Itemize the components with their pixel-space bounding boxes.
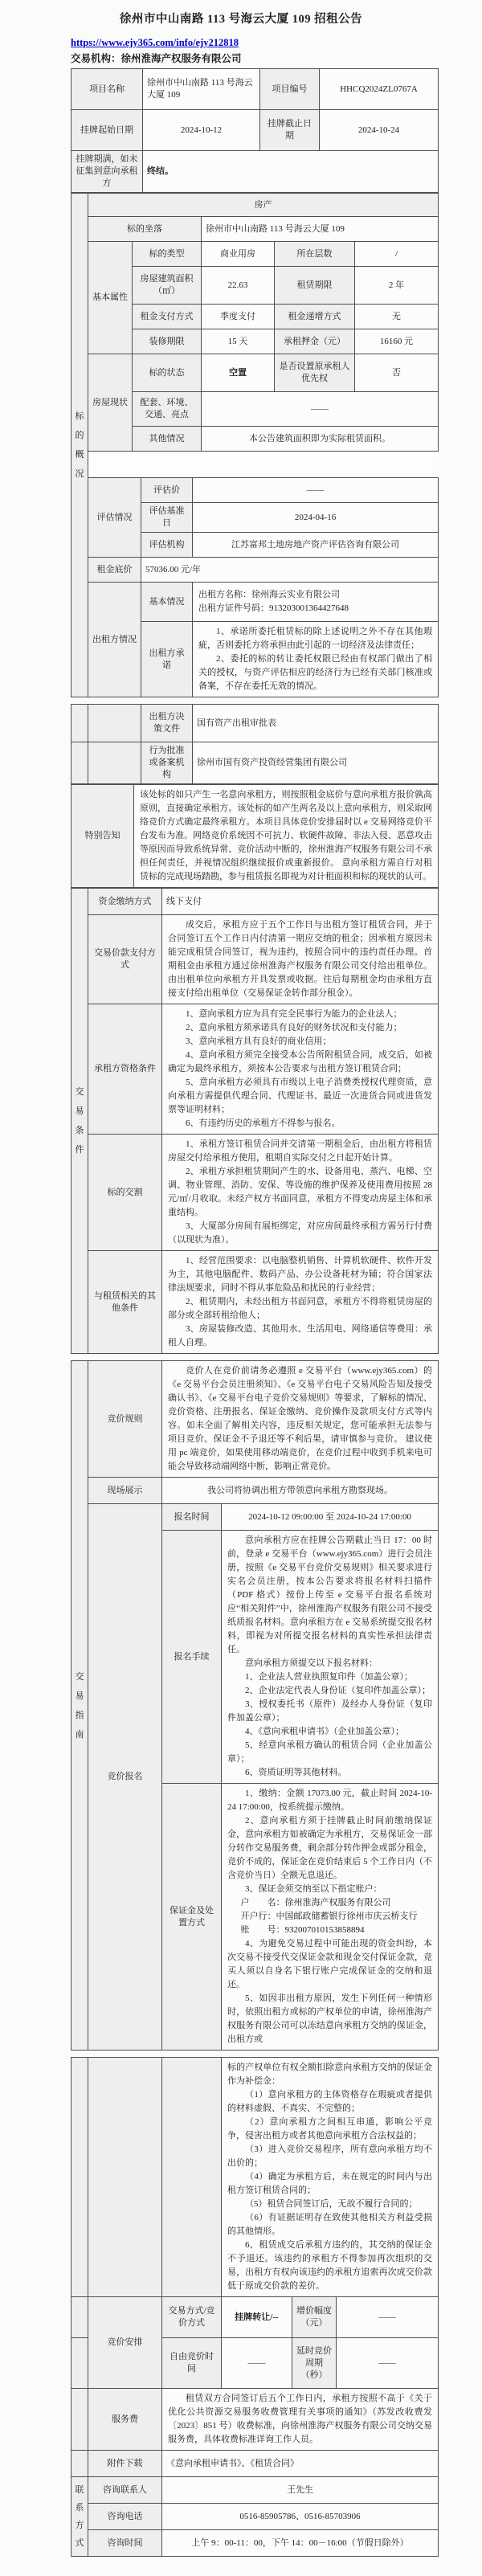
- table-row: [71, 69, 439, 110]
- project-name-label: 项目名称: [71, 69, 143, 110]
- deposit-continued-text: 标的产权单位有权全额扣除意向承租方交纳的保证金作为补偿金： （1）意向承租方的主体资格存在瑕疵或者提供的材料虚假、不真实、不完整的； （2）意向承租方之间相互串通，影响公平竞争，侵害出租方或者其他意向承租方合法权益的； （3）进入竞价交易程序，所有意向承租方均不出价的； （4）确定为承租方后，未在规定的时间内与出租方签订租赁合同的； （5）租赁合同签订后，无故不履行合同的； （6）有证据证明存在致使其他相关方利益受损的其他情形。 6、租赁成交后承租方违约的，其交纳的保证金不予退还。该违约的承租方不得参加再次组织的交易，出租方有权向该违约的承租方追索再次成交价款低于原成交价款的差价。: [222, 2058, 439, 2297]
- location-value: 徐州市中山南路 113 号海云大厦 109: [202, 217, 439, 242]
- agency-line: 交易机构：徐州淮海产权服务有限公司: [71, 53, 242, 64]
- lessor-promise-value: [193, 622, 439, 697]
- trade-guide-continued-table: [71, 2057, 439, 2557]
- delivery-text: [162, 1135, 439, 1251]
- lessor-name: 出租方名称：徐州海云实业有限公司: [198, 590, 340, 599]
- qualification-item: 4、意向承租方须完全接受本公告所附租赁合同，成交后，如被确定为最终承租方，须按本公告要求与出租方签订租赁合同；: [168, 1050, 432, 1073]
- price-pay-text: 成交后，承租方应于五个工作日与出租方签订租赁合同，并于合同签订五个工作日内付清第一期应交纳的租金；因承租方原因未能完成租赁合同签订，视为违约，按照合同中的违约责任办理。首期租金由承租方通过徐州淮海产权服务有限公司交付给出租单位。由出租单位向承租方开具发票或收据。往后每期租金均由承租方直接支付给出租单位（交易保证金转作部分租金）。: [162, 915, 439, 1004]
- other-conditions-label: 与租赁相关的其他条件: [88, 1251, 162, 1354]
- table-row: [71, 2297, 439, 2338]
- promise-item: 1、承诺所委托租赁标的除上述说明之外不存在其他瑕疵，否则委托方将承担由此引起的一切经济及法律责任；: [198, 627, 433, 650]
- procedure-item: 5、经意向承租方确认的租赁合同（企业加盖公章）；: [227, 1740, 433, 1764]
- other-condition-item: 2、租赁期内，未经出租方书面同意，承租方不得将租赁房屋的部分或全部转租给他人；: [168, 1297, 432, 1320]
- procedure-item: 4、《意向承租申请书》（企业加盖公章）；: [245, 1727, 404, 1736]
- decorate-value: 15 天: [202, 329, 275, 354]
- table-row: [71, 742, 439, 784]
- rent-pay-label: 租金支付方式: [133, 305, 202, 329]
- empty-cell: [71, 2297, 88, 2338]
- table-row: [71, 217, 439, 242]
- listing-start-label: 挂牌起始日期: [71, 110, 143, 151]
- table-row: [71, 1478, 439, 1504]
- asset-type-value: 商业用房: [202, 242, 275, 267]
- increment-label: 增价幅度（元）: [292, 2297, 337, 2338]
- eval-price-label: 评估价: [141, 478, 193, 503]
- subject-overview-table: [71, 193, 439, 697]
- empty-cell: [88, 742, 141, 784]
- location-label: 标的坐落: [88, 217, 202, 242]
- site-show-label: 现场展示: [88, 1478, 162, 1504]
- rent-increase-value: 无: [355, 305, 439, 329]
- other-info-label: 其他情况: [133, 427, 202, 452]
- table-row: [71, 2058, 439, 2297]
- other-conditions-text: [162, 1251, 439, 1354]
- table-row: [71, 1361, 439, 1478]
- other-info-value: 本公告建筑面积即为实际租赁面积。: [202, 427, 439, 452]
- deposit-account-name: 户 名：徐州淮海产权服务有限公司: [240, 1898, 391, 1907]
- delivery-item: 1、承租方签订租赁合同并交清第一期租金后，由出租方将租赁房屋交付给承租方使用，租期自实际交付之日起开始计算。: [168, 1139, 432, 1163]
- procedure-label: 报名手续: [162, 1531, 222, 1784]
- decision-doc-label: 出租方决策文件: [141, 705, 193, 742]
- fund-pay-value: 线下支付: [162, 889, 439, 915]
- procedure-item: 2、企业法定代表人身份证（复印件加盖公章）；: [245, 1686, 431, 1695]
- qualification-item: 2、意向承租方须承诺具有良好的财务状况和支付能力；: [186, 1023, 402, 1032]
- eval-date-value: 2024-04-16: [193, 503, 439, 533]
- eval-org-value: 江苏富邦土地房地产资产评估咨询有限公司: [193, 533, 439, 558]
- table-row: [71, 242, 439, 267]
- signup-label: 竞价报名: [88, 1504, 162, 2051]
- guide-side-label: 交易指南: [71, 1361, 88, 2051]
- source-link-line: [71, 37, 482, 49]
- deposit-account-number: 账 号：932007010153858894: [240, 1925, 365, 1935]
- lessor-basic-value: [193, 583, 439, 622]
- notice-url-link[interactable]: https://www.ejy365.com/info/ejy212818: [71, 37, 239, 48]
- deposit-method-text: [222, 1784, 439, 2051]
- environment-value: ——: [202, 392, 439, 427]
- priority-value: 否: [355, 354, 439, 392]
- delay-cycle-label: 延时竞价周期（秒）: [292, 2338, 337, 2389]
- delivery-item: 3、大厦部分房间有展柜绑定，对应房间最终承租方需另行付费（以现状为准）。: [168, 1221, 432, 1245]
- listing-end-value: 2024-10-24: [320, 110, 439, 151]
- lessor-label: 出租方情况: [88, 583, 141, 697]
- table-row: [71, 785, 439, 888]
- empty-cell: [71, 2451, 88, 2477]
- eval-label: 评估情况: [88, 478, 141, 558]
- free-bidding-label: 自由竞价时间: [162, 2338, 222, 2389]
- qualification-item: 3、意向承租方具有良好的商业信用；: [186, 1037, 332, 1046]
- project-code-value: HHCQ2024ZL0767A: [320, 69, 439, 110]
- delay-cycle-value: ——: [337, 2338, 439, 2389]
- empty-cell: [71, 2389, 88, 2451]
- service-fee-label: 服务费: [88, 2389, 162, 2451]
- deposit-forfeit-item: 6、租赁成交后承租方违约的，其交纳的保证金不予退还。该违约的承租方不得参加再次组织的交易，出租方有权向该违约的承租方追索再次成交价款低于原成交价款的差价。: [227, 2240, 433, 2291]
- empty-cell: [71, 2058, 88, 2297]
- procedure-item: 6、资质证明等其他材料。: [245, 1768, 347, 1777]
- deposit-amount-value: 16160 元: [355, 329, 439, 354]
- table-row: [71, 2530, 439, 2557]
- deposit-forfeit-item: （4）确定为承租方后，未在规定的时间内与出租方签订租赁合同的；: [227, 2172, 433, 2195]
- expire-label: 挂牌期满，如未征集到意向承租方: [71, 151, 143, 193]
- deposit-item: 3、保证金须交纳至以下指定账户：: [245, 1884, 382, 1894]
- floor-label: 所在层数: [275, 242, 355, 267]
- trade-mode-value: 挂牌转让/--: [222, 2297, 292, 2338]
- listing-end-label: 挂牌截止日期: [260, 110, 320, 151]
- trade-conditions-table: [71, 888, 439, 1354]
- table-row: [71, 1504, 439, 1531]
- area-value: 22.63: [202, 267, 275, 305]
- delivery-label: 标的交割: [88, 1135, 162, 1251]
- table-row: [71, 705, 439, 742]
- page-break-spacer: [88, 452, 439, 478]
- lessor-basic-label: 基本情况: [141, 583, 193, 622]
- priority-label: 是否设置原承租人优先权: [275, 354, 355, 392]
- expire-value: 终结。: [143, 151, 439, 193]
- service-fee-text: 租赁双方合同签订后五个工作日内，承租方按照不高于《关于优化公共资源交易服务收费管理有关事项的通知》（苏发改收费发〔2023〕851 号）收费标准，向徐州淮海产权服务有限公司交纳交易服务费，具体收费标准详询工作人员。: [162, 2389, 439, 2451]
- decorate-label: 装修期限: [133, 329, 202, 354]
- lease-term-value: 2 年: [355, 267, 439, 305]
- project-name-value: 徐州市中山南路 113 号海云大厦 109: [143, 69, 260, 110]
- rent-pay-value: 季度支付: [202, 305, 275, 329]
- contact-person-value: 王先生: [162, 2477, 439, 2504]
- eval-price-value: ——: [193, 478, 439, 503]
- deposit-item: 5、如因非出租方原因，发生下列任何一种情形时，依照出租方或标的产权单位的申请，徐州淮海产权服务有限公司可以冻结意向承租方交纳的保证金，出租方或: [227, 1993, 433, 2044]
- deposit-item: 1、缴纳：金额 17073.00 元，截止时间 2024-10-24 17:00:00，按系统提示缴纳。: [227, 1789, 433, 1812]
- fund-pay-label: 资金缴纳方式: [88, 889, 162, 915]
- asset-type-label: 标的类型: [133, 242, 202, 267]
- page-break-spacer-row: [71, 452, 439, 478]
- table-row: [71, 2451, 439, 2477]
- special-notice-text: 该处标的如只产生一名意向承租方，则按照租金底价与意向承租方报价孰高原则，直接确定承租方。该处标的如产生两名及以上意向承租方，则采取网络竞价方式确定最终承租方。本项目具体竞价安排届时以 e 交易网络竞价平台发布为准。网络竞价系统因不可抗力、软硬件故障、非法入侵、恶意攻击等原因而导致系统异常、竞价活动中断的，徐州淮海产权服务有限公司不承担任何责任，并视情况组织继续报价或重新报价。 意向承租方需自行对租赁标的完成现场踏勘，参与租赁报名即视为对计租面积和标的现状的认可。: [134, 785, 439, 888]
- promise-item: 2、委托的标的转让委托权限已经由有权部门做出了相关的授权，与资产评估相应的经济行为已经有关部门核准或备案，不存在委托无效的情况。: [198, 654, 433, 691]
- contact-side-label: 联系方式: [71, 2477, 88, 2557]
- deposit-forfeit-item: （1）意向承租方的主体资格存在瑕疵或者提供的材料虚假、不真实、不完整的；: [227, 2090, 433, 2113]
- special-notice-label: 特别告知: [71, 785, 134, 888]
- deposit-bank-name: 开户行：中国邮政储蓄银行徐州市庆云桥支行: [240, 1912, 418, 1921]
- page-gap: [0, 697, 482, 704]
- other-condition-item: 3、房屋装修改造、其他用水、生活用电、网络通信等费用：承租人自理。: [168, 1324, 432, 1347]
- auction-arrange-label: 竞价安排: [88, 2297, 162, 2389]
- asset-category-header: 房产: [88, 194, 439, 217]
- approval-table: [71, 704, 439, 784]
- rent-increase-label: 租金递增方式: [275, 305, 355, 329]
- decision-doc-value: 国有资产出租审批表: [193, 705, 439, 742]
- qualification-item: 5、意向承租方必须具有市级以上电子消费类授权代理资质，意向承租方需提供代理合同、代理证书、最近一次进货合同或进货发票等证明材料；: [168, 1077, 432, 1114]
- procedure-sub: 意向承租方须提交以下报名材料：: [245, 1658, 378, 1668]
- lease-term-label: 租赁期限: [275, 267, 355, 305]
- qualification-label: 承租方资格条件: [88, 1004, 162, 1135]
- deposit-item: 2、意向承租方须于挂牌截止时间前缴纳保证金，意向承租方如被确定为承租方，交易保证金一部分转作交易服务费，剩余部分转作押金或部分租金，竞价不成的，保证金在竞价结束后 5 个工作日内（不含竞价当日）全额无息退还。: [227, 1816, 433, 1880]
- free-bidding-value: ——: [222, 2338, 292, 2389]
- procedure-text: 意向承租方应在挂牌公告期截止当日 17：00 时前，登录 e 交易平台（www.ejy365.com）进行会员注册，按照《e 交易平台竞价交易规则》相关要求进行实名会员注册，按本公告要求将报名材料扫描件（PDF 格式）按份上传至 e 交易平台报名系统对应“相关附件”中，徐州淮海产权服务有限公司不接受纸质报名材料。意向承租方在 e 交易系统提交报名材料，即视为对所提交报名材料的真实性承担法律责任。 意向承租方须提交以下报名材料： 1、企业法人营业执照复印件（加盖公章）； 2、企业法定代表人身份证（复印件加盖公章）； 3、授权委托书（原件）及经办人身份证（复印件加盖公章）； 4、《意向承租申请书》（企业加盖公章）； 5、经意向承租方确认的租赁合同（企业加盖公章）； 6、资质证明等其他材料。: [222, 1531, 439, 1784]
- signup-time-value: 2024-10-12 09:00:00 至 2024-10-24 17:00:00: [222, 1504, 439, 1531]
- table-row: [71, 558, 439, 583]
- special-notice-table: [71, 784, 439, 888]
- table-row: [71, 889, 439, 915]
- deposit-forfeit-item: （2）意向承租方之间相互串通，影响公平竞争，侵害出租方或者其他意向承租方合法权益的；: [227, 2117, 433, 2141]
- listing-start-value: 2024-10-12: [143, 110, 260, 151]
- empty-cell: [88, 2058, 162, 2297]
- project-code-label: 项目编号: [260, 69, 320, 110]
- deposit-forfeit-item: （3）进入竞价交易程序，所有意向承租方均不出价的；: [227, 2145, 433, 2168]
- lessor-id: 出租方证件号码：913203001364427648: [198, 603, 349, 613]
- table-row: [71, 2504, 439, 2530]
- bidding-rules-label: 竞价规则: [88, 1361, 162, 1478]
- attachment-label: 附件下载: [88, 2451, 162, 2477]
- contact-person-label: 咨询联系人: [88, 2477, 162, 2504]
- attachment-value: 《意向承租申请书》、《租赁合同》: [162, 2451, 439, 2477]
- state-value: 空置: [202, 354, 275, 392]
- table-row: [71, 151, 439, 193]
- table-row: [71, 2477, 439, 2504]
- basic-attr-label: 基本属性: [88, 242, 133, 354]
- overview-side-label: 标的概况: [71, 194, 88, 697]
- conditions-side-label: 交易条件: [71, 889, 88, 1354]
- table-row: [71, 478, 439, 503]
- deposit-item: 4、为避免交易过程中可能出现的资金纠纷，本次交易不接受代交保证金款和现金交付保证金款，竞买人须以自身名下银行账户完成保证金的交纳和退还。: [227, 1939, 433, 1989]
- contact-time-label: 咨询时间: [88, 2530, 162, 2557]
- qualification-item: 1、意向承租方应为具有完全民事行为能力的企业法人；: [186, 1009, 402, 1019]
- procedure-item: 1、企业法人营业执照复印件（加盖公章）；: [245, 1672, 413, 1682]
- table-row: [71, 1135, 439, 1251]
- deposit-amount-label: 承租押金（元）: [275, 329, 355, 354]
- table-row: [71, 2389, 439, 2451]
- table-row: [71, 583, 439, 622]
- trade-mode-label: 交易方式/竞价方式: [162, 2297, 222, 2338]
- table-row: [71, 1004, 439, 1135]
- price-pay-label: 交易价款支付方式: [88, 915, 162, 1004]
- page-gap: [0, 2051, 482, 2057]
- delivery-item: 2、承租方承担租赁期间产生的水、设备用电、蒸汽、电梯、空调、物业管理、消防、安保、等设施的维护保养及使用费用按照 28 元/㎡/月收取。未经产权方书面同意，承租方不得变动房屋主体和承重结构。: [168, 1167, 432, 1217]
- empty-cell: [162, 2058, 222, 2297]
- lessor-promise-label: 出租方承诺: [141, 622, 193, 697]
- empty-cell: [71, 2338, 88, 2389]
- contact-phone-label: 咨询电话: [88, 2504, 162, 2530]
- floor-price-label: 租金底价: [88, 558, 141, 583]
- page-gap: [0, 1354, 482, 1360]
- eval-org-label: 评估机构: [141, 533, 193, 558]
- deposit-forfeit-item: （5）租赁合同签订后，无故不履行合同的；: [245, 2199, 418, 2209]
- table-row: [71, 110, 439, 151]
- table-row: [71, 915, 439, 1004]
- area-label: 房屋建筑面积（㎡）: [133, 267, 202, 305]
- approval-org-label: 行为批准或备案机构: [141, 742, 193, 784]
- house-status-label: 房屋现状: [88, 354, 133, 452]
- approval-org-value: 徐州市国有资产投资经营集团有限公司: [193, 742, 439, 784]
- state-label: 标的状态: [133, 354, 202, 392]
- trade-guide-table: [71, 1360, 439, 2051]
- site-show-value: 我公司将协调出租方带领意向承租方勘察现场。: [162, 1478, 439, 1504]
- empty-cell: [71, 705, 88, 742]
- signup-time-label: 报名时间: [162, 1504, 222, 1531]
- table-row: [71, 354, 439, 392]
- page-title: 徐州市中山南路 113 号海云大厦 109 招租公告: [119, 13, 363, 26]
- project-info-table: [71, 68, 439, 193]
- table-row: [71, 194, 439, 217]
- qualification-text: [162, 1004, 439, 1135]
- table-row: [71, 1251, 439, 1354]
- eval-date-label: 评估基准日: [141, 503, 193, 533]
- deposit-method-label: 保证金及处置方式: [162, 1784, 222, 2051]
- contact-phone-value: 0516-85905786、0516-85703906: [162, 2504, 439, 2530]
- environment-label: 配套、环境、交通、亮点: [133, 392, 202, 427]
- contact-time-value: 上午 9：00-11：00，下午 14：00－16:00（节假日除外）: [162, 2530, 439, 2557]
- floor-price-value: 57036.00 元/年: [141, 558, 439, 583]
- increment-value: ——: [337, 2297, 439, 2338]
- floor-value: /: [355, 242, 439, 267]
- empty-cell: [88, 705, 141, 742]
- bidding-rules-text: 竞价人在竞价前请务必遵照 e 交易平台（www.ejy365.com）的《e 交易平台会员注册须知》、《e 交易平台电子交易风险告知及接受确认书》、《e 交易平台电子竞价交易规则》等要求，了解标的情况、竞价资格、注册报名、保证金缴纳、竞价操作及款项支付方式等内容。如未全面了解相关内容，违反相关规定，您可能承担无法参与项目竞价、保证金不予退还等不利后果，请审慎参与竞价。 建议使用 pc 端竞价，如果使用移动端竞价，在竞价过程中收到手机来电可能会导致移动端网络中断，影响正常竞价。: [162, 1361, 439, 1478]
- deposit-forfeit-item: （6）有证据证明存在致使其他相关方利益受损的其他情形。: [227, 2213, 433, 2236]
- other-condition-item: 1、经营范围要求：以电脑整机销售、计算机软硬件、软件开发为主，其他电脑配件、数码产品、办公设备耗材为辅；符合国家法律法规要求，同时不得从事危险品和扰民的行业经营；: [168, 1256, 432, 1293]
- empty-cell: [71, 742, 88, 784]
- qualification-item: 6、有违约历史的承租方不得参与报名。: [186, 1118, 341, 1128]
- procedure-item: 3、授权委托书（原件）及经办人身份证（复印件加盖公章）；: [227, 1699, 433, 1723]
